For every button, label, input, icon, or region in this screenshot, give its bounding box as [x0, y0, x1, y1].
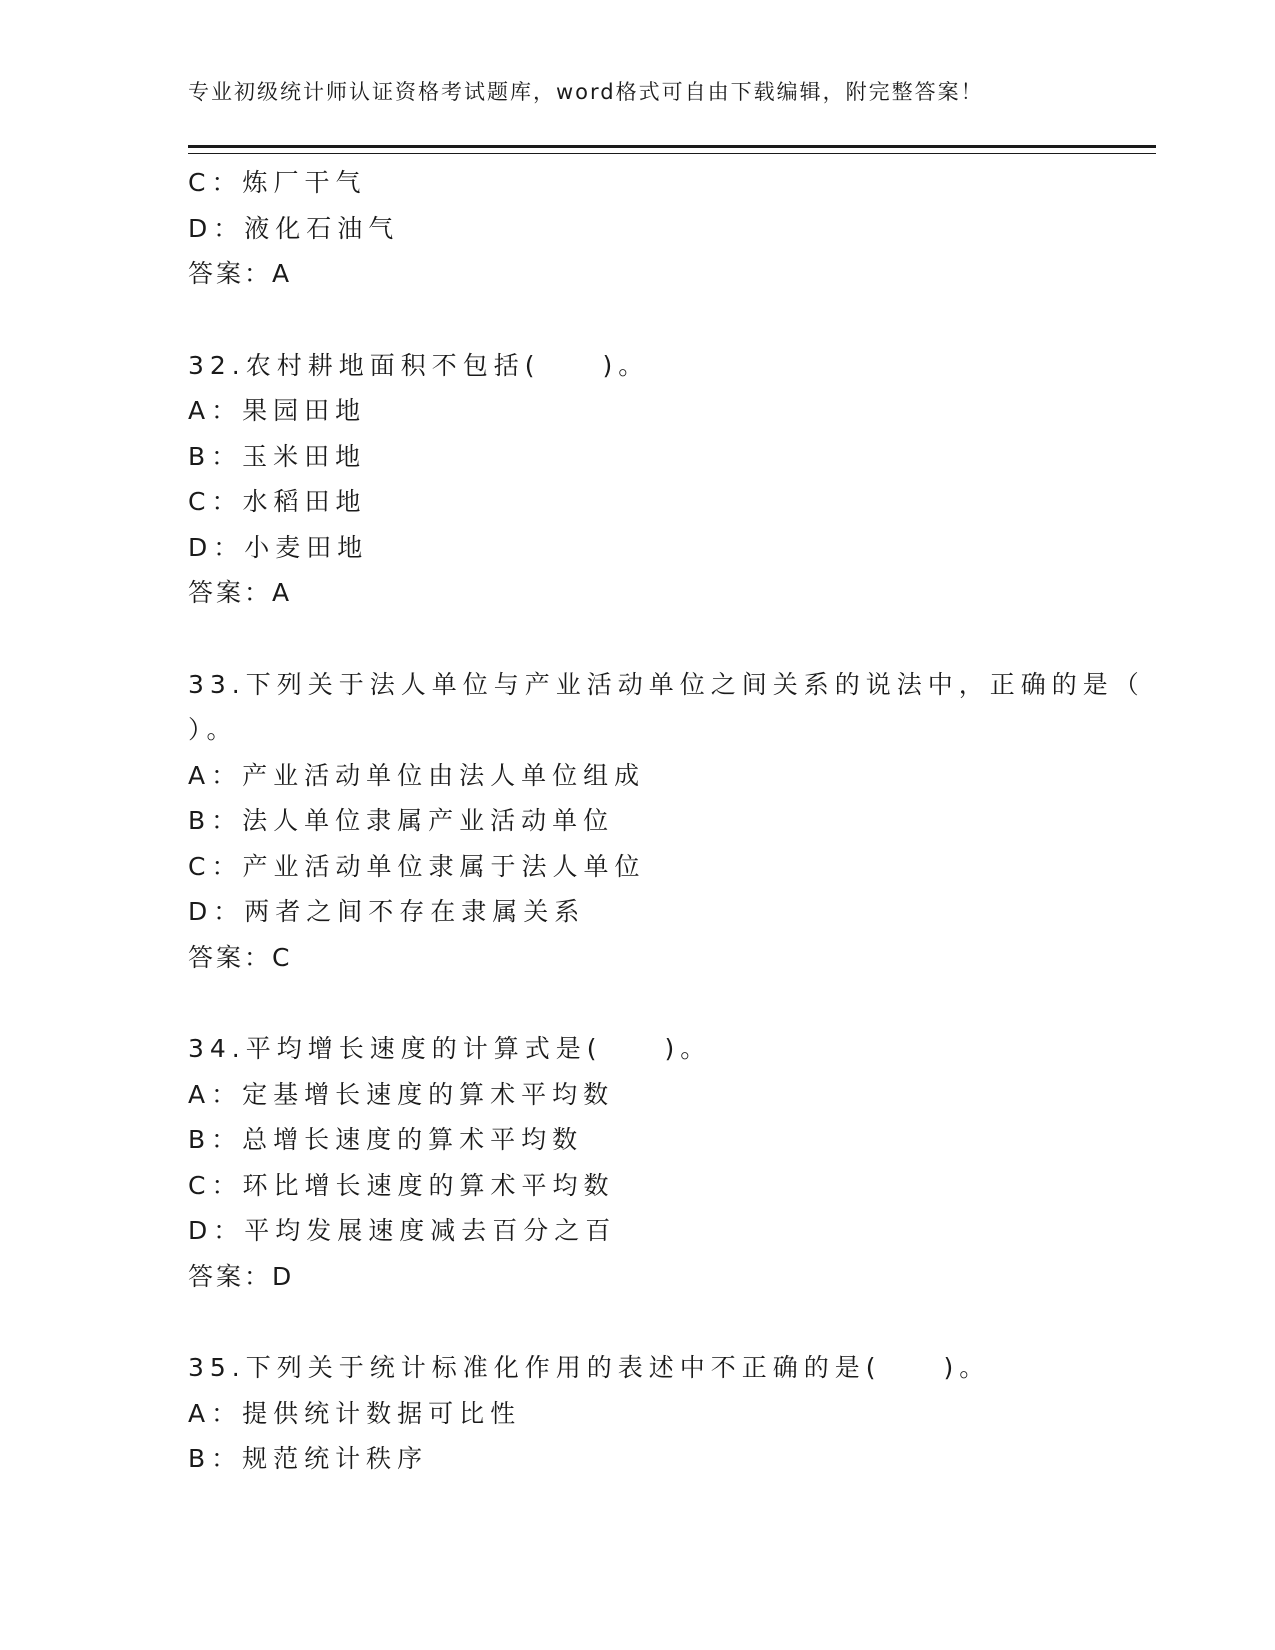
option-a: A：定基增长速度的算术平均数: [188, 1079, 615, 1109]
option-b: B：规范统计秩序: [188, 1444, 429, 1473]
answer-line: 答案：C: [188, 942, 293, 972]
question-block-34: [188, 1026, 1148, 1299]
option-a: A：果园田地: [188, 396, 367, 425]
spacer: [188, 1299, 1148, 1345]
option-a: A：产业活动单位由法人单位组成: [188, 760, 646, 790]
answer-line: 答案：A: [188, 259, 293, 288]
option-c: C：水稻田地: [188, 487, 367, 516]
header-divider: [188, 145, 1156, 154]
option-a: A：提供统计数据可比性: [188, 1398, 522, 1428]
spacer: [188, 297, 1148, 343]
question-list: [188, 160, 1148, 1482]
option-d: D：小麦田地: [188, 532, 369, 562]
option-b: B：法人单位隶属产业活动单位: [188, 806, 615, 835]
question-block-32: [188, 343, 1148, 616]
spacer: [188, 616, 1148, 662]
question-text: 35.下列关于统计标准化作用的表述中不正确的是( )。: [188, 1353, 991, 1382]
answer-line: 答案：D: [188, 1261, 295, 1291]
page-header: 专业初级统计师认证资格考试题库，word格式可自由下载编辑，附完整答案！: [188, 80, 984, 104]
option-d: D：两者之间不存在隶属关系: [188, 897, 586, 926]
answer-line: 答案：A: [188, 578, 293, 607]
question-block-33: [188, 662, 1148, 981]
question-block-31-tail: [188, 160, 1148, 297]
option-d: D：平均发展速度减去百分之百: [188, 1216, 617, 1245]
question-text: 34.平均增长速度的计算式是( )。: [188, 1034, 712, 1063]
option-b: B：玉米田地: [188, 441, 367, 471]
option-d: D：液化石油气: [188, 213, 400, 243]
option-c: C：产业活动单位隶属于法人单位: [188, 851, 646, 881]
spacer: [188, 980, 1148, 1026]
question-block-35: [188, 1345, 1148, 1482]
question-text: 33.下列关于法人单位与产业活动单位之间关系的说法中，正确的是（: [188, 669, 1145, 699]
question-text-continued: ）。: [188, 715, 238, 744]
question-text: 32.农村耕地面积不包括( )。: [188, 350, 650, 380]
option-c: C：炼厂干气: [188, 168, 367, 197]
option-b: B：总增长速度的算术平均数: [188, 1125, 584, 1154]
option-c: C：环比增长速度的算术平均数: [188, 1170, 615, 1200]
